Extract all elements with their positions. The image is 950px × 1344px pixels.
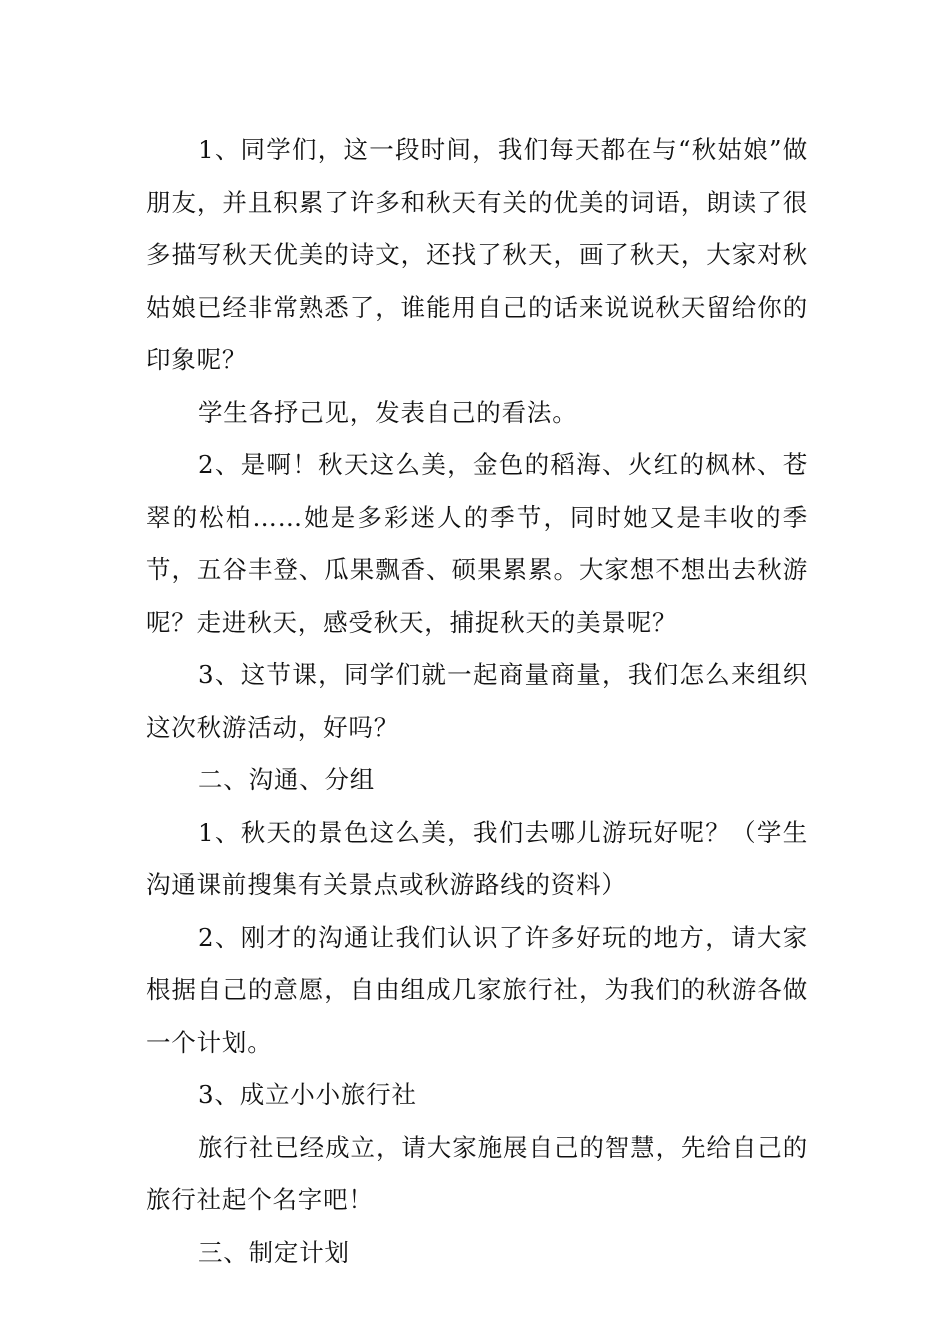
paragraph-lesson-plan: 3、这节课，同学们就一起商量商量，我们怎么来组织这次秋游活动，好吗？ bbox=[146, 660, 808, 742]
paragraph-destination-question: 1、秋天的景色这么美，我们去哪儿游玩好呢？（学生沟通课前搜集有关景点或秋游路线的资料） bbox=[146, 817, 808, 899]
paragraph-name-agency: 旅行社已经成立，请大家施展自己的智慧，先给自己的旅行社起个名字吧！ bbox=[146, 1132, 808, 1214]
paragraph-form-groups: 2、刚才的沟通让我们认识了许多好玩的地方，请大家根据自己的意愿，自由组成几家旅行社，为我们的秋游各做一个计划。 bbox=[146, 922, 808, 1057]
paragraph-student-response: 学生各抒己见，发表自己的看法。 bbox=[198, 397, 578, 427]
paragraph-autumn-description: 2、是啊！秋天这么美，金色的稻海、火红的枫林、苍翠的松柏……她是多彩迷人的季节，同时她又是丰收的季节，五谷丰登、瓜果飘香、硕果累累。大家想不想出去秋游呢？走进秋天，感受秋天，捕捉秋天的美景呢？ bbox=[146, 450, 808, 637]
section-heading-make-plan: 三、制定计划 bbox=[198, 1237, 350, 1267]
paragraph-establish-agency: 3、成立小小旅行社 bbox=[198, 1080, 417, 1109]
document-body bbox=[146, 124, 808, 1279]
paragraph-intro-question: 1、同学们，这一段时间，我们每天都在与“秋姑娘”做朋友，并且积累了许多和秋天有关的优美的词语，朗读了很多描写秋天优美的诗文，还找了秋天，画了秋天，大家对秋姑娘已经非常熟悉了，谁能用自己的话来说说秋天留给你的印象呢？ bbox=[146, 135, 808, 374]
section-heading-communication: 二、沟通、分组 bbox=[198, 765, 376, 794]
